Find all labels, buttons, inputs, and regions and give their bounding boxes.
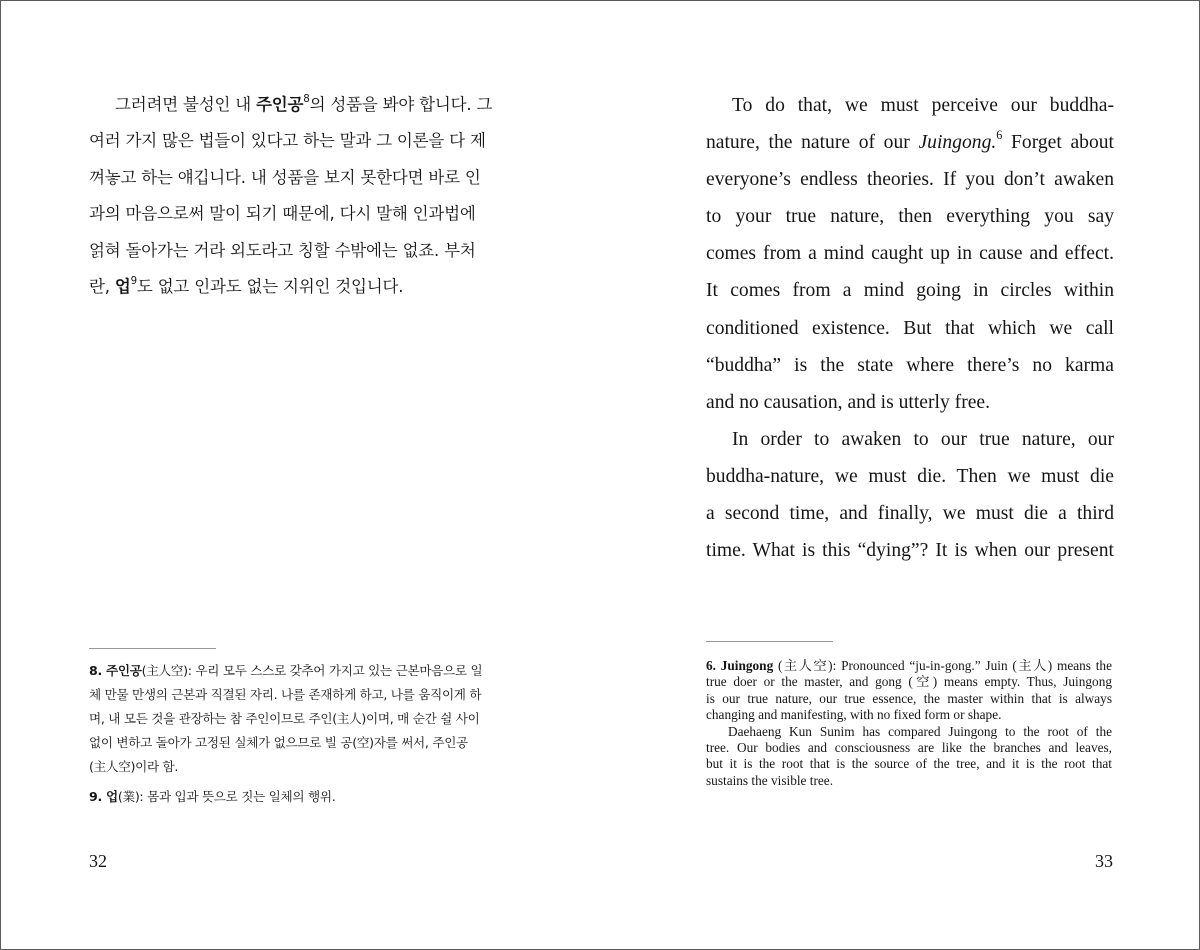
body-text-segment: 란, (89, 276, 115, 296)
footnote-divider (89, 648, 216, 649)
footnote-line (706, 658, 1112, 674)
body-line: time. What is this “dying”? It is when our present (706, 540, 1114, 562)
body-text-segment: 그러려면 불성인 내 (115, 95, 257, 114)
body-text-segment: 도 없고 인과도 없는 지위인 것입니다. (136, 276, 404, 296)
footnote-line: Daehaeng Kun Sunim has compared Juingong to the root of the (728, 723, 1112, 739)
footnote-line: but it is the root that is the source of the tree, and it is the root that (706, 756, 1112, 772)
body-line: 껴놓고 하는 얘깁니다. 내 성품을 보지 못한다면 바로 인 (89, 167, 481, 187)
body-line (89, 269, 499, 305)
body-text-segment: Forget about (1002, 132, 1114, 154)
footnote-line: tree. Our bodies and consciousness are like the branches and leaves, (706, 739, 1112, 755)
body-line (89, 87, 499, 123)
footnote-text: (業): 몸과 입과 뜻으로 짓는 일체의 행위. (117, 789, 336, 804)
footnote-text: (主人空): Pronounced “ju-in-gong.” Juin (主人) means the (773, 658, 1112, 673)
body-line: conditioned existence. But that which we call (706, 317, 1114, 339)
footnote-label: 9. 업 (89, 789, 118, 804)
body-line: buddha-nature, we must die. Then we must die (706, 465, 1114, 487)
korean-body-text (89, 87, 499, 305)
body-line: a second time, and finally, we must die a third (706, 503, 1114, 525)
body-line: “buddha” is the state where there’s no karma (706, 354, 1114, 376)
footnote-line: 체 만물 만생의 근본과 직결된 자리. 나를 존재하게 하고, 나를 움직이게 하 (89, 687, 482, 702)
english-footnotes (706, 658, 1112, 789)
footnote-label: 6. Juingong (706, 658, 774, 673)
term-juingong: 주인공 (256, 95, 304, 114)
footnote-line (89, 659, 499, 683)
footnote-line (89, 785, 499, 809)
footnote-line: 며, 내 모든 것을 관장하는 참 주인이므로 주인(主人)이며, 매 순간 쉴 사이 (89, 711, 480, 726)
body-line: 여러 가지 많은 법들이 있다고 하는 말과 그 이론을 다 제 (89, 131, 486, 151)
footnote-text: (主人空): 우리 모두 스스로 갖추어 가지고 있는 근본마음으로 일 (141, 663, 483, 678)
body-line: In order to awaken to our true nature, our (732, 428, 1114, 450)
footnote-line: true doer or the master, and gong (空) means empty. Thus, Juingong (706, 674, 1112, 690)
footnote-ref-9: 9 (130, 276, 137, 288)
body-line (706, 124, 1114, 161)
body-line: comes from a mind caught up in cause and effect. (706, 243, 1114, 265)
footnote-line: sustains the visible tree. (706, 772, 834, 788)
body-line: everyone’s endless theories. If you don’t awaken (706, 169, 1114, 191)
body-text-segment: the nature of our (768, 132, 919, 154)
term-juingong: Juingong. (918, 132, 997, 154)
right-page (600, 1, 1199, 949)
body-line: and no causation, and is utterly free. (706, 391, 991, 413)
body-line: 과의 마음으로써 말이 되기 때문에, 다시 말해 인과법에 (89, 204, 476, 224)
body-text-segment: nature, (706, 132, 769, 154)
body-line: It comes from a mind going in circles within (706, 280, 1114, 302)
footnote-ref-6: 6 (996, 128, 1003, 143)
footnote-divider (706, 641, 833, 642)
english-body-text (706, 87, 1114, 569)
page-number: 33 (1095, 851, 1113, 871)
korean-footnotes (89, 659, 499, 809)
left-page (1, 1, 600, 949)
page-number: 32 (89, 851, 107, 871)
term-karma: 업 (114, 276, 131, 296)
footnote-ref-8: 8 (303, 94, 310, 106)
body-line: To do that, we must perceive our buddha- (732, 95, 1114, 116)
footnote-8 (89, 659, 499, 779)
body-text-segment: 의 성품을 봐야 합니다. 그 (309, 95, 493, 114)
footnote-label: 8. 주인공 (89, 663, 142, 678)
body-line: to your true nature, then everything you say (706, 206, 1114, 228)
body-line: 얽혀 돌아가는 거라 외도라고 칭할 수밖에는 없죠. 부처 (89, 240, 476, 260)
footnote-line: is our true nature, our true essence, the master within that is always (706, 690, 1112, 706)
footnote-line: 없이 변하고 돌아가 고정된 실체가 없으므로 빌 공(空)자를 써서, 주인공 (89, 735, 468, 750)
footnote-9 (89, 785, 499, 809)
footnote-line: (主人空)이라 함. (89, 759, 179, 774)
footnote-line: changing and manifesting, with no fixed form or shape. (706, 707, 1002, 723)
